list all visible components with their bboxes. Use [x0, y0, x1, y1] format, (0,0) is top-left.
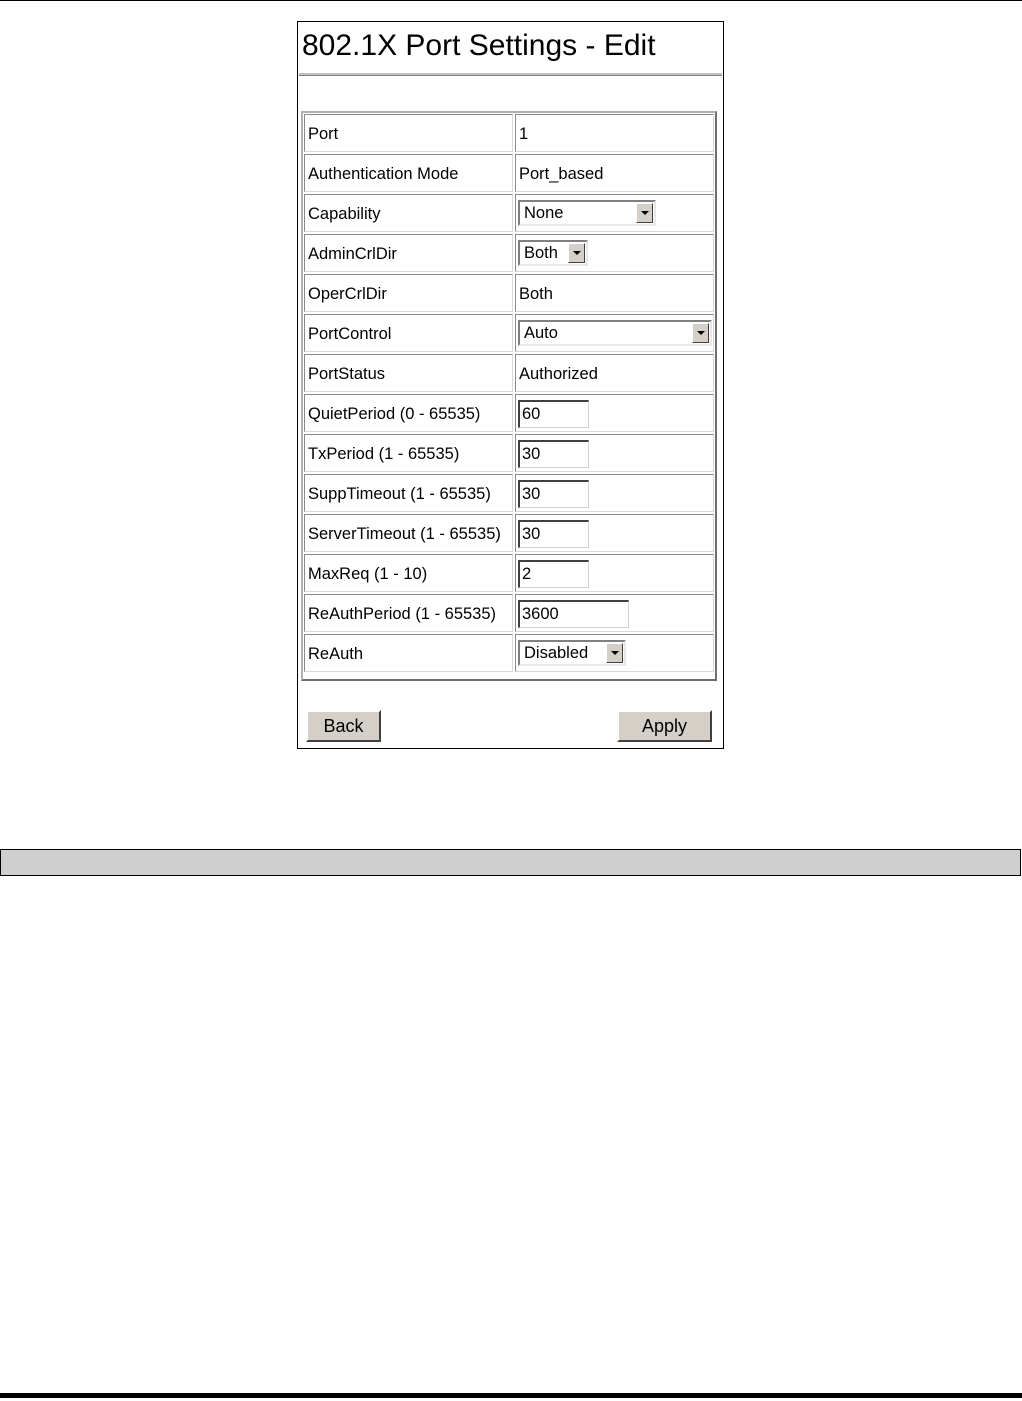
label-cell [304, 154, 513, 192]
admin-crl-dir-select[interactable] [518, 240, 588, 266]
value-cell [515, 154, 714, 192]
section-bar [0, 849, 1021, 876]
title-divider [299, 73, 722, 76]
label-cell [304, 194, 513, 232]
quiet-period-label: QuietPeriod (0 - 65535) [308, 405, 481, 423]
auth-mode-label: Authentication Mode [308, 165, 459, 183]
reauth-select[interactable] [518, 640, 626, 666]
table-row-port-control [303, 313, 715, 353]
admin-crl-dir-selected-value: Both [524, 244, 558, 262]
value-cell [515, 234, 714, 272]
value-cell [515, 634, 714, 672]
table-row-port-status [303, 353, 715, 393]
table-row-tx-period [303, 433, 715, 473]
chevron-down-icon[interactable] [636, 203, 653, 223]
port-settings-panel [297, 21, 724, 749]
table-row-capability [303, 193, 715, 233]
table-row-reauth [303, 633, 715, 673]
value-cell [515, 354, 714, 392]
value-cell [515, 474, 714, 512]
label-cell [304, 594, 513, 632]
table-row-port [303, 113, 715, 153]
auth-mode-value: Port_based [519, 165, 604, 183]
label-cell [304, 514, 513, 552]
value-cell [515, 434, 714, 472]
reauth-label: ReAuth [308, 645, 364, 663]
table-row-reauth-period [303, 593, 715, 633]
supp-timeout-input[interactable] [518, 480, 589, 508]
chevron-down-icon[interactable] [568, 243, 585, 263]
settings-table [301, 111, 717, 681]
label-cell [304, 394, 513, 432]
port-status-label: PortStatus [308, 365, 386, 383]
back-button[interactable]: Back [306, 710, 381, 742]
value-cell [515, 114, 714, 152]
chevron-down-icon[interactable] [606, 643, 623, 663]
value-cell [515, 394, 714, 432]
oper-crl-dir-value: Both [519, 285, 553, 303]
supp-timeout-label: SuppTimeout (1 - 65535) [308, 485, 491, 503]
max-req-label: MaxReq (1 - 10) [308, 565, 428, 583]
table-row-supp-timeout [303, 473, 715, 513]
max-req-input[interactable] [518, 560, 589, 588]
page-title: 802.1X Port Settings - Edit [302, 29, 656, 62]
table-row-oper-crl-dir [303, 273, 715, 313]
chevron-down-icon[interactable] [692, 323, 709, 343]
label-cell [304, 234, 513, 272]
label-cell [304, 474, 513, 512]
value-cell [515, 594, 714, 632]
port-control-selected-value: Auto [524, 324, 558, 342]
label-cell [304, 434, 513, 472]
value-cell [515, 274, 714, 312]
port-control-label: PortControl [308, 325, 392, 343]
capability-selected-value: None [524, 204, 564, 222]
value-cell [515, 194, 714, 232]
reauth-period-label: ReAuthPeriod (1 - 65535) [308, 605, 497, 623]
capability-select[interactable] [518, 200, 656, 226]
label-cell [304, 314, 513, 352]
label-cell [304, 554, 513, 592]
bottom-rule [0, 1393, 1022, 1398]
table-row-admin-crl-dir [303, 233, 715, 273]
port-control-select[interactable] [518, 320, 712, 346]
label-cell [304, 634, 513, 672]
quiet-period-input[interactable] [518, 400, 589, 428]
server-timeout-input[interactable] [518, 520, 589, 548]
label-cell [304, 114, 513, 152]
oper-crl-dir-label: OperCrlDir [308, 285, 387, 303]
table-row-quiet-period [303, 393, 715, 433]
value-cell [515, 514, 714, 552]
value-cell [515, 554, 714, 592]
port-label: Port [308, 125, 339, 143]
table-row-server-timeout [303, 513, 715, 553]
port-value: 1 [519, 125, 529, 143]
top-rule [0, 0, 1022, 1]
label-cell [304, 274, 513, 312]
table-row-max-req [303, 553, 715, 593]
apply-button[interactable]: Apply [617, 710, 712, 742]
server-timeout-label: ServerTimeout (1 - 65535) [308, 525, 501, 543]
label-cell [304, 354, 513, 392]
port-status-value: Authorized [519, 365, 598, 383]
reauth-period-input[interactable] [518, 600, 629, 628]
tx-period-input[interactable] [518, 440, 589, 468]
reauth-selected-value: Disabled [524, 644, 589, 662]
table-row-auth-mode [303, 153, 715, 193]
capability-label: Capability [308, 205, 381, 223]
tx-period-label: TxPeriod (1 - 65535) [308, 445, 460, 463]
admin-crl-dir-label: AdminCrlDir [308, 245, 397, 263]
value-cell [515, 314, 714, 352]
